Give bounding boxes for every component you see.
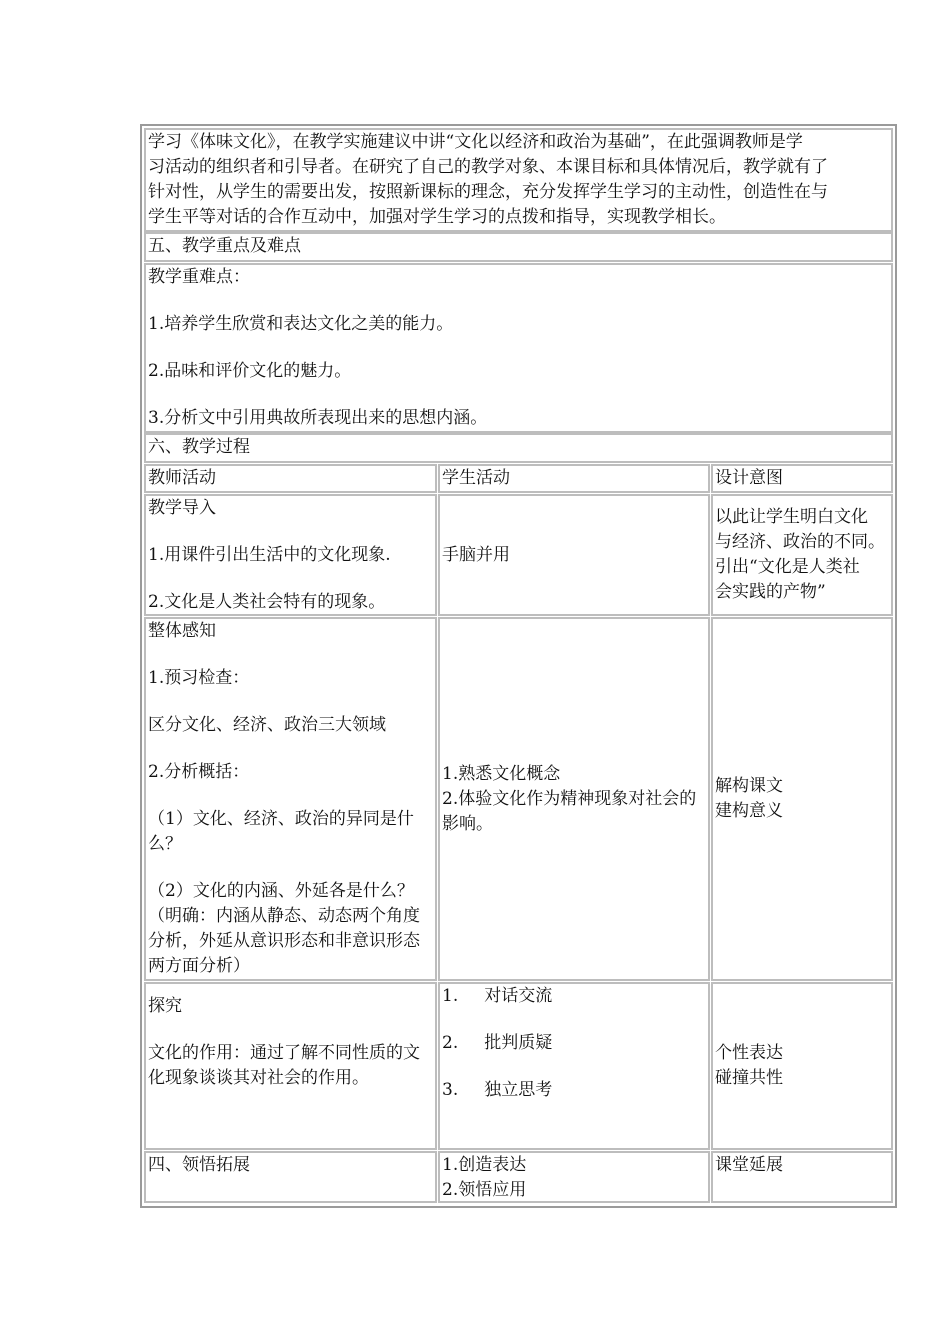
column-header-teacher: 教师活动	[144, 464, 437, 493]
table-row-2-intent: 解构课文 建构意义	[711, 617, 893, 981]
intro-paragraph-cell	[144, 128, 893, 232]
key-point-item: 1.培养学生欣赏和表达文化之美的能力。	[148, 314, 454, 334]
table-row-2-teacher: 整体感知 1.预习检查： 区分文化、经济、政治三大领域 2.分析概括： （1）文化、经济、政治的异同是什么？ （2）文化的内涵、外延各是什么？（明确：内涵从静态、动态两个角度分析，外延从意识形态和非意识形态两方面分析）	[144, 617, 437, 981]
document-table	[140, 124, 897, 1208]
table-row-4-student: 1.创造表达 2.领悟应用	[438, 1151, 710, 1203]
section-five-content-cell	[144, 263, 893, 433]
table-row-1-teacher: 教学导入 1.用课件引出生活中的文化现象. 2.文化是人类社会特有的现象。	[144, 494, 437, 616]
section-five-heading-cell	[144, 232, 893, 262]
table-row-1-student: 手脑并用	[438, 494, 710, 616]
intro-line: 学习《体味文化》，在教学实施建议中讲“文化以经济和政治为基础”，在此强调教师是学	[148, 132, 803, 152]
section-six-heading: 六、教学过程	[148, 437, 250, 457]
key-point-item: 3.分析文中引用典故所表现出来的思想内涵。	[148, 408, 488, 428]
intro-line: 习活动的组织者和引导者。在研究了自己的教学对象、本课目标和具体情况后，教学就有了	[148, 157, 828, 177]
intro-line: 学生平等对话的合作互动中，加强对学生学习的点拨和指导，实现教学相长。	[148, 207, 726, 227]
table-row-2-student: 1.熟悉文化概念 2.体验文化作为精神现象对社会的影响。	[438, 617, 710, 981]
table-row-4-teacher: 四、领悟拓展	[144, 1151, 437, 1203]
section-six-heading-cell	[144, 433, 893, 463]
column-header-student: 学生活动	[438, 464, 710, 493]
table-row-3-teacher: 探究 文化的作用：通过了解不同性质的文化现象谈谈其对社会的作用。	[144, 982, 437, 1150]
section-five-heading: 五、教学重点及难点	[148, 236, 301, 256]
table-row-4-intent: 课堂延展	[711, 1151, 893, 1203]
key-point-item: 2.品味和评价文化的魅力。	[148, 361, 352, 381]
table-row-3-intent: 个性表达 碰撞共性	[711, 982, 893, 1150]
table-row-3-student: 1. 对话交流 2. 批判质疑 3. 独立思考	[438, 982, 710, 1150]
column-header-intent: 设计意图	[711, 464, 893, 493]
key-points-label: 教学重难点：	[148, 267, 250, 287]
table-row-1-intent: 以此让学生明白文化 与经济、政治的不同。 引出“文化是人类社 会实践的产物”	[711, 494, 893, 616]
intro-line: 针对性，从学生的需要出发，按照新课标的理念，充分发挥学生学习的主动性，创造性在与	[148, 182, 828, 202]
